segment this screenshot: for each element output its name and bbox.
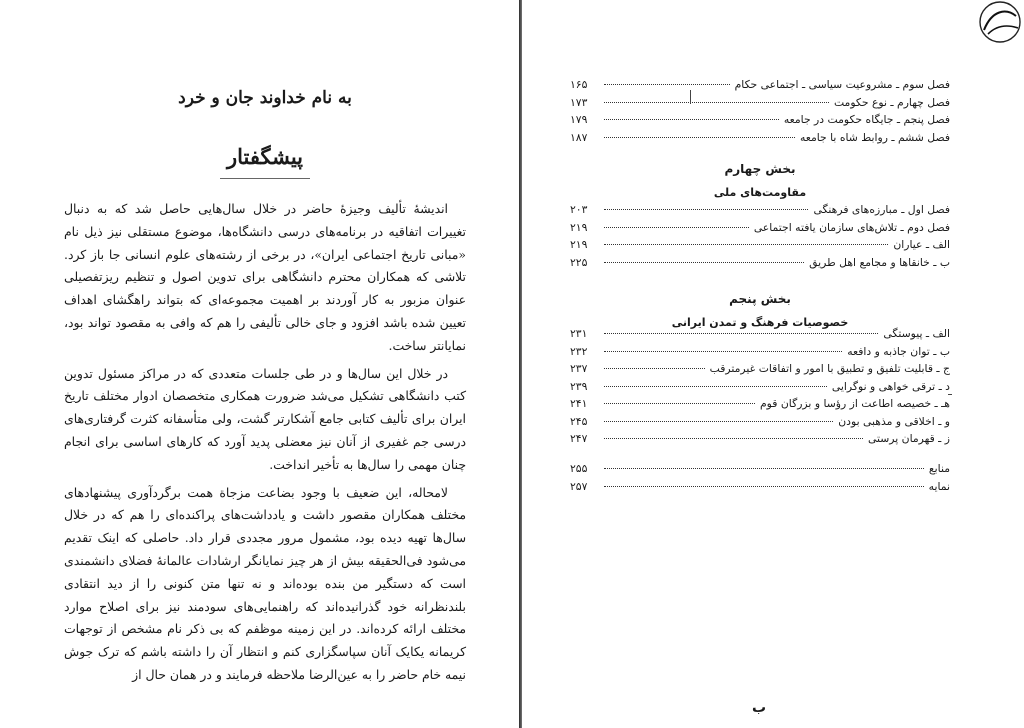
toc-entry	[570, 238, 950, 256]
toc-leader-dots	[604, 84, 730, 85]
toc-entry-title: فصل اول ـ مبارزه‌های فرهنگی	[813, 203, 950, 216]
toc-entry-page: ۲۵۵	[570, 462, 588, 475]
toc-entry-title: ب ـ توان جاذبه و دافعه	[847, 344, 950, 358]
toc-entry-title: ز ـ قهرمان پرستی	[867, 432, 950, 445]
toc-entry-title: نمایه	[928, 479, 950, 493]
watermark-logo	[972, 0, 1024, 50]
toc-entry-page: ۲۱۹	[570, 220, 588, 234]
toc-leader-dots	[604, 368, 705, 369]
toc-entry-page: ۲۳۱	[570, 327, 588, 340]
toc-entry-page: ۱۷۹	[570, 113, 588, 126]
toc-group-back-matter	[570, 462, 950, 497]
toc-entry-page: ۲۴۷	[570, 432, 588, 445]
toc-entry-title: منابع	[928, 462, 950, 475]
part4-heading: بخش چهارم	[724, 162, 796, 176]
toc-entry-page: ۲۵۷	[570, 479, 588, 493]
foreword-paragraph-3: لامحاله، این ضعیف با وجود بضاعت مزجاة همت برگردآوری پیشنهادهای مختلف همکاران مقصور داشت و یادداشت‌های پراکنده‌ای را هم که در خلال سال‌ها تهیه دیده بود، مشمول مرور مجددی قرار داد. حاصلی که اینک تقدیم می‌شود فی‌الحقیقه بیش از هر چیز نمایانگر ارشادات عالمانهٔ فضلای دانشمندی است که دستگیر من بنده بوده‌اند و نه تنها متن کنونی را از دید انتقادی بلندنظرانه خود گذرانیده‌اند که راهنمایی‌های سودمند نیز برای اصلاح موارد مختلف ارائه کرده‌اند. در این زمینه موظفم که بی ذکر نام مشخص از توجهات کریمانه یکایک آنان سپاسگزاری کنم و انتظار آن را داشته باشم که ترک جوش نیمه خام حاضر را به عین‌الرضا ملاحظه فرمایند و در همان حال از	[64, 484, 466, 682]
toc-leader-dots	[604, 438, 863, 439]
toc-entry-page: ۲۳۲	[570, 344, 588, 358]
toc-entry	[570, 113, 950, 131]
toc-entry-title: الف ـ پیوستگی	[883, 327, 950, 340]
toc-entry	[570, 380, 950, 398]
toc-entry	[570, 96, 950, 114]
toc-entry	[570, 480, 950, 498]
toc-group-1	[570, 78, 950, 148]
part5-subtitle: خصوصیات فرهنگ و تمدن ایرانی	[671, 316, 849, 329]
toc-entry	[570, 256, 950, 274]
part5-heading: بخش پنجم	[729, 292, 791, 306]
toc-leader-dots	[604, 486, 924, 487]
toc-entry	[570, 415, 950, 433]
toc-entry-page: ۱۸۷	[570, 130, 588, 144]
toc-entry-title: و ـ اخلاقی و مذهبی بودن	[838, 414, 950, 428]
toc-leader-dots	[604, 262, 804, 263]
toc-entry-title: فصل پنجم ـ جایگاه حکومت در جامعه	[783, 113, 950, 126]
toc-entry-page: ۱۷۳	[570, 95, 588, 109]
toc-entry-page: ۱۶۵	[570, 78, 588, 91]
foreword-body	[64, 198, 466, 692]
toc-entry-title: هـ ـ خصیصه اطاعت از رؤسا و بزرگان قوم	[760, 397, 950, 410]
foreword-paragraph-1: اندیشهٔ تألیف وجیزهٔ حاضر در خلال سال‌هایی حاصل شد که به دنبال تغییرات اتفاقیه در برنامه‌های درسی دانشگاه‌ها، موضوع مستقلی نیز ذیل نام «مبانی تاریخ اجتماعی ایران»، در برخی از رشته‌های علوم انسانی جا باز کرد. تلاشی که همکاران محترم دانشگاهی برای تدوین اصول و تنظیم ریزتفصیلی عنوان مزبور به کار آوردند بر اهمیت مجموعه‌ای که بتواند راهگشای اهداف تعیین شده باشد افزود و جای خالی تألیفی را هم که وافی به مقصود تواند بود، نمایانتر ساخت.	[64, 201, 466, 353]
toc-leader-dots	[604, 227, 749, 228]
toc-leader-dots	[604, 386, 827, 387]
toc-entry	[570, 397, 950, 415]
toc-leader-dots	[604, 403, 755, 404]
toc-entry-title: فصل چهارم ـ نوع حکومت	[833, 95, 950, 109]
toc-entry-title: ب ـ خانقاها و مجامع اهل طریق	[809, 255, 950, 269]
toc-group-part5	[570, 327, 950, 450]
toc-entry	[570, 432, 950, 450]
toc-entry-title: د ـ ترقی خواهی و نوگرایی	[831, 379, 950, 393]
toc-entry-title: فصل سوم ـ مشروعیت سیاسی ـ اجتماعی حکام	[734, 78, 950, 91]
toc-entry	[570, 345, 950, 363]
toc-leader-dots	[604, 333, 878, 334]
title-underline	[220, 178, 310, 179]
toc-leader-dots	[604, 244, 888, 245]
toc-entry-page: ۲۱۹	[570, 238, 588, 251]
toc-leader-dots	[604, 421, 833, 422]
toc-entry	[570, 327, 950, 345]
toc-leader-dots	[604, 102, 829, 103]
toc-entry	[570, 462, 950, 480]
toc-leader-dots	[604, 137, 795, 138]
toc-entry-page: ۲۰۳	[570, 203, 588, 216]
foreword-paragraph-2: در خلال این سال‌ها و در طی جلسات متعددی که در مراکز مسئول تدوین کتب دانشگاهی تشکیل می‌شد ضرورت همکاری متخصصان ادوار مختلف تاریخ ایران برای تألیف کتابی جامع آشکارتر گشت، ولی متأسفانه کثرت گرفتاری‌های درسی جم غفیری از آنان نیز معضلی پدید آورد که کارهای اساسی برای انجام چنان مهمی را سال‌ها به تأخیر انداخت.	[64, 365, 466, 472]
toc-group-part4	[570, 203, 950, 273]
toc-entry	[570, 203, 950, 221]
toc-leader-dots	[604, 351, 842, 352]
toc-entry-page: ۲۴۵	[570, 414, 588, 428]
toc-entry	[570, 362, 950, 380]
toc-entry-title: فصل ششم ـ روابط شاه با جامعه	[799, 130, 950, 144]
toc-entry-title: فصل دوم ـ تلاش‌های سازمان یافته اجتماعی	[753, 220, 950, 234]
foreword-title: پیشگفتار	[226, 144, 303, 169]
toc-entry-page: ۲۴۱	[570, 397, 588, 410]
pen-mark	[948, 394, 952, 395]
toc-leader-dots	[604, 119, 779, 120]
toc-entry	[570, 221, 950, 239]
page-number: ب	[752, 700, 767, 716]
toc-entry-page: ۲۳۷	[570, 362, 588, 375]
toc-entry-title: الف ـ عیاران	[893, 238, 950, 251]
bismillah-heading: به نام خداوند جان و خرد	[178, 88, 352, 108]
toc-leader-dots	[604, 209, 808, 210]
toc-entry-page: ۲۳۹	[570, 379, 588, 393]
pen-mark	[690, 90, 691, 104]
part4-subtitle: مقاومت‌های ملی	[713, 186, 807, 199]
toc-entry-page: ۲۲۵	[570, 255, 588, 269]
toc-entry-title: ج ـ قابلیت تلفیق و تطبیق با امور و اتفاقات غیرمترقب	[709, 362, 950, 375]
toc-entry	[570, 78, 950, 96]
toc-entry	[570, 131, 950, 149]
toc-leader-dots	[604, 468, 924, 469]
